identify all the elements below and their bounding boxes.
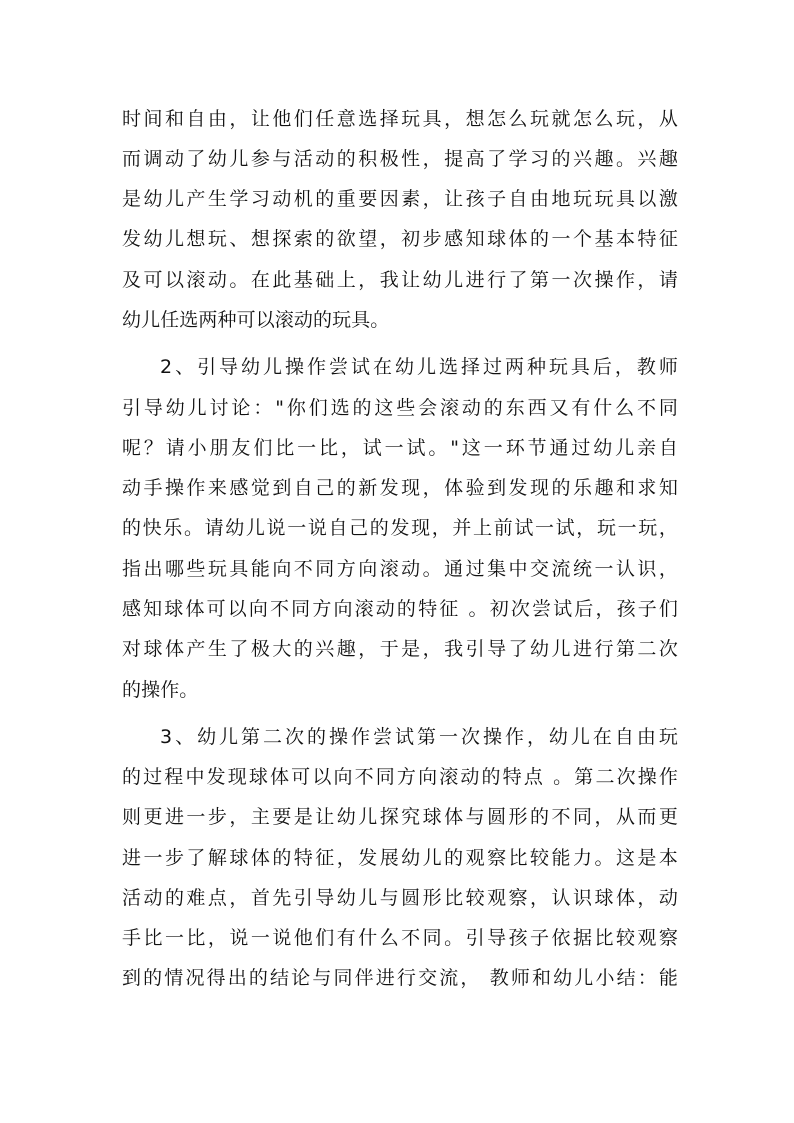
- paragraph-line: 到的情况得出的结论与同伴进行交流， 教师和幼儿小结：能: [122, 967, 678, 989]
- paragraph-line: 对球体产生了极大的兴趣，于是，我引导了幼儿进行第二次: [122, 638, 678, 660]
- paragraph-line: 手比一比，说一说他们有什么不同。引导孩子依据比较观察: [122, 927, 678, 949]
- paragraph-line: 则更进一步，主要是让幼儿探究球体与圆形的不同，从而更: [122, 806, 678, 828]
- paragraph-line: 指出哪些玩具能向不同方向滚动。通过集中交流统一认识，: [122, 558, 678, 580]
- paragraph-line: 是幼儿产生学习动机的重要因素，让孩子自由地玩玩具以激: [122, 188, 678, 210]
- paragraph-line: 的操作。: [122, 679, 199, 701]
- paragraph-line: 幼儿任选两种可以滚动的玩具。: [122, 309, 390, 331]
- paragraph-line: 动手操作来感觉到自己的新发现，体验到发现的乐趣和求知: [122, 477, 678, 499]
- paragraph-line: 及可以滚动。在此基础上，我让幼儿进行了第一次操作，请: [122, 269, 678, 291]
- paragraph-line: 活动的难点，首先引导幼儿与圆形比较观察，认识球体，动: [122, 887, 678, 909]
- paragraph-line: 引导幼儿讨论："你们选的这些会滚动的东西又有什么不同: [122, 397, 678, 419]
- paragraph-line: 的快乐。请幼儿说一说自己的发现，并上前试一试，玩一玩，: [122, 517, 678, 539]
- paragraph-line: 呢？请小朋友们比一比，试一试。"这一环节通过幼儿亲自: [122, 437, 678, 459]
- paragraph-line: 2、引导幼儿操作尝试在幼儿选择过两种玩具后，教师: [160, 356, 678, 378]
- paragraph-line: 3、幼儿第二次的操作尝试第一次操作，幼儿在自由玩: [160, 726, 678, 748]
- paragraph-line: 时间和自由，让他们任意选择玩具，想怎么玩就怎么玩，从: [122, 108, 678, 130]
- paragraph-line: 而调动了幼儿参与活动的积极性，提高了学习的兴趣。兴趣: [122, 148, 678, 170]
- paragraph-line: 进一步了解球体的特征，发展幼儿的观察比较能力。这是本: [122, 847, 678, 869]
- paragraph-line: 发幼儿想玩、想探索的欲望，初步感知球体的一个基本特征: [122, 228, 678, 250]
- paragraph-line: 的过程中发现球体可以向不同方向滚动的特点 。第二次操作: [122, 766, 678, 788]
- paragraph-line: 感知球体可以向不同方向滚动的特征 。初次尝试后，孩子们: [122, 598, 678, 620]
